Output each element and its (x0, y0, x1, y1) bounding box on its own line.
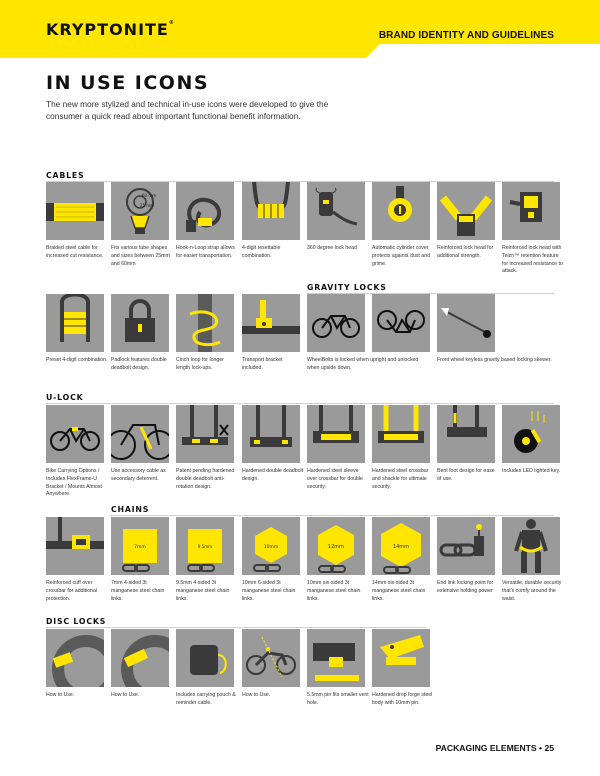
tube-size-icon (111, 182, 169, 240)
retention-lock-head-icon (502, 182, 560, 240)
transport-bracket-icon (242, 294, 300, 352)
brand-guidelines-title: BRAND IDENTITY AND GUIDELINES (378, 30, 554, 41)
section-gravity-locks: GRAVITY LOCKS (307, 283, 387, 292)
section-chains: CHAINS (111, 505, 150, 514)
chain-14mm-icon (372, 517, 430, 575)
caption: End link locking point for extensive holding power (437, 580, 494, 594)
double-deadbolt-icon (242, 405, 300, 463)
steel-sleeve-icon (307, 405, 365, 463)
section-disc-locks: DISC LOCKS (46, 617, 107, 626)
caption: Cinch loop for longer length lock-ups. (176, 357, 224, 371)
caption: How to Use. (111, 692, 140, 698)
hardened-crossbar-icon (372, 405, 430, 463)
hook-loop-strap-icon (176, 182, 234, 240)
page-header (0, 0, 600, 58)
caption: 4-digit resettable combination. (242, 245, 281, 259)
chain-10mm-icon (242, 517, 300, 575)
caption: Reinforced lock head with Teizn™ retention feature for increased resistance to attack. (502, 245, 563, 275)
caption: Automatic cylinder cover protects against dust and grime. (372, 245, 430, 267)
combination-dial-icon (242, 182, 300, 240)
pin-size-icon (307, 629, 365, 687)
caption: 14mm six-sided 3t manganese steel chain links. (372, 580, 426, 602)
carrying-pouch-icon (176, 629, 234, 687)
accessory-cable-icon (111, 405, 169, 463)
section-u-lock: U-LOCK (46, 393, 84, 402)
chain-size-label: 10mm (263, 545, 279, 550)
upright-bike-icon (307, 294, 365, 352)
chain-size-label: 12mm (327, 544, 345, 550)
tube-label-large: 60 mm (142, 193, 157, 198)
motorcycle-icon (242, 629, 300, 687)
caption: Includes carrying pouch & reminder cable. (176, 692, 236, 706)
caption: Hardened steel sleeve over crossbar for double security. (307, 468, 363, 490)
caption: Hardened drop forge steel body with 10mm pin. (372, 692, 433, 706)
chain-7mm-icon (111, 517, 169, 575)
upside-down-bike-icon (372, 294, 430, 352)
page-title: IN USE ICONS (46, 72, 210, 94)
caption: Front wheel keyless gravity based locking skewer. (437, 357, 552, 363)
chain-size-label: 9.5mm (197, 544, 213, 549)
caption: Fits various tube shapes and sizes between 25mm and 60mm (111, 245, 170, 267)
section-rule (46, 403, 554, 404)
chain-size-label: 14mm (392, 544, 410, 550)
caption: Versatile, durable security that's comfy around the waist. (502, 580, 562, 602)
caption: How to Use. (46, 692, 75, 698)
chain-9-5mm-icon (176, 517, 234, 575)
caption: Reinforced cuff over crossbar for additional protection. (46, 580, 98, 602)
caption: Transport bracket included. (242, 357, 283, 371)
chain-size-label: 7mm (134, 545, 146, 550)
caption: Hardened steel crossbar and shackle for ultimate security. (372, 468, 429, 490)
caption: Hardened double deadbolt design. (242, 468, 304, 482)
cylinder-cover-icon (372, 182, 430, 240)
caption: Bent foot design for ease of use. (437, 468, 495, 482)
caption: How to Use. (242, 692, 271, 698)
section-cables: CABLES (46, 171, 85, 180)
rotating-lock-head-icon (307, 182, 365, 240)
caption: 10mm 6-sided 3t manganese steel chain links. (242, 580, 296, 602)
caption: 10mm six-sided 3t manganese steel chain links. (307, 580, 361, 602)
cinch-loop-icon (176, 294, 234, 352)
bike-carry-icon (46, 405, 104, 463)
chain-12mm-icon (307, 517, 365, 575)
caption: 5.5mm pin fits smaller vent hole. (307, 692, 369, 706)
caption: 360 degree lock head (307, 245, 357, 251)
caption: 9.5mm 4-sided 3t manganese steel chain links. (176, 580, 230, 602)
padlock-icon (111, 294, 169, 352)
kryptonite-logo: KRYPTONITE® (46, 20, 175, 39)
caption: Hook-n-Loop strap allows for easier transportation. (176, 245, 235, 259)
caption: Use accessory cable as secondary deterrent. (111, 468, 166, 482)
tube-label-small: 25 mm (140, 203, 155, 208)
reinforced-cuff-icon (46, 517, 104, 575)
page-footer: PACKAGING ELEMENTS • 25 (435, 743, 554, 753)
locking-skewer-icon (437, 294, 495, 352)
braided-cable-icon (46, 182, 104, 240)
waist-chain-person-icon (502, 517, 560, 575)
section-rule (111, 515, 554, 516)
caption: Preset 4-digit combination. (46, 357, 108, 363)
caption: Padlock features double deadbolt design. (111, 357, 167, 371)
intro-text: The new more stylized and technical in-use icons were developed to give the consumer a quick read about important functional benefit information. (46, 99, 329, 121)
forged-disc-lock-icon (372, 629, 430, 687)
reinforced-lock-head-icon (437, 182, 495, 240)
disc-lock-how-to-icon-2 (111, 629, 169, 687)
disc-lock-how-to-icon (46, 629, 104, 687)
combination-u-icon (46, 294, 104, 352)
end-link-icon (437, 517, 495, 575)
caption: 7mm 4-sided 3t manganese steel chain links. (111, 580, 165, 602)
caption: Braided steel cable for increased cut resistance. (46, 245, 104, 259)
anti-rotation-deadbolt-icon (176, 405, 234, 463)
caption: Patent pending hardened double deadbolt anti-rotation design. (176, 468, 235, 490)
led-key-icon (502, 405, 560, 463)
section-rule (46, 627, 426, 628)
caption: WheelBolts is locked when upright and unlocked when upside down. (307, 357, 419, 371)
caption: Bike Carrying Options / Includes FlexFrame-U Bracket / Mounts Almost Anywhere. (46, 468, 102, 498)
caption: Reinforced lock head for additional strength. (437, 245, 494, 259)
caption: Includes LED lighted key. (502, 468, 561, 474)
bent-foot-icon (437, 405, 495, 463)
